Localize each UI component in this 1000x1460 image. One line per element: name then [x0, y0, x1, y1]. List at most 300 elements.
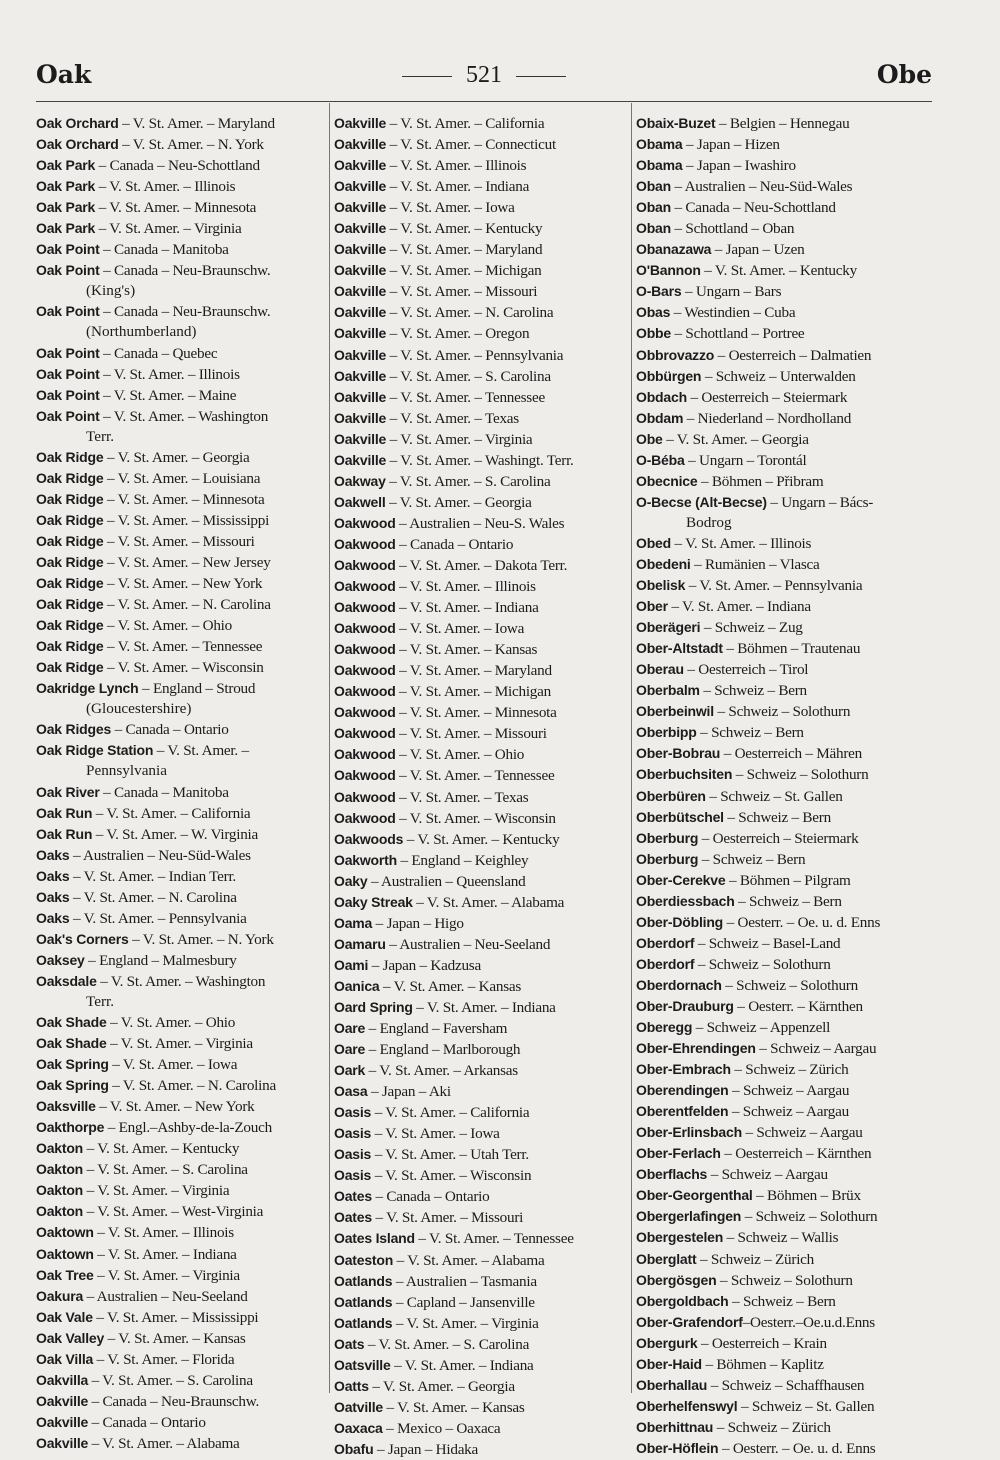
- gazetteer-entry: [36, 719, 326, 740]
- gazetteer-entry: [334, 323, 628, 344]
- place-location: – V. St. Amer. – Texas: [395, 788, 529, 806]
- place-name: Oakville: [334, 178, 387, 195]
- gazetteer-entry: [636, 933, 936, 954]
- place-name: Oasis: [334, 1146, 372, 1163]
- place-location: – Oesterreich – Steiermark: [686, 388, 848, 406]
- gazetteer-entry: [636, 366, 936, 387]
- place-name: Oakville: [334, 388, 387, 405]
- place-location: – Canada – Manitoba: [99, 241, 229, 259]
- place-name: Oak Orchard: [36, 115, 119, 131]
- place-name: Oasis: [334, 1167, 372, 1184]
- place-name: Oaks: [36, 888, 70, 905]
- place-name: Oak Ridge: [36, 490, 104, 507]
- place-location: – V. St. Amer. – N. York: [128, 930, 274, 948]
- place-name: Oakville: [334, 346, 387, 363]
- gazetteer-entry: [36, 510, 326, 531]
- place-name: Obama: [636, 136, 683, 153]
- entry-continuation: Bodrog: [686, 513, 732, 531]
- gazetteer-entry: [636, 638, 936, 659]
- place-location: – V. St. Amer. – Ohio: [103, 617, 232, 635]
- place-location: – V. St. Amer. – Connecticut: [386, 136, 556, 154]
- place-name: Obergurk: [636, 1334, 698, 1351]
- place-name: Oak Run: [36, 804, 93, 821]
- gazetteer-entry: [36, 113, 326, 134]
- place-name: Oak Ridge Station: [36, 742, 154, 759]
- place-name: Oakwood: [334, 788, 396, 805]
- header-last-entry: Obe: [876, 60, 932, 89]
- place-location: – V. St. Amer. – Washington: [96, 972, 266, 990]
- place-name: Oakway: [334, 472, 386, 489]
- gazetteer-entry: [334, 1123, 628, 1144]
- place-location: – Japan – Higo: [372, 914, 464, 932]
- entry-continuation: (Gloucestershire): [86, 700, 192, 718]
- gazetteer-entry: [334, 345, 628, 366]
- place-location: – Belgien – Hennegau: [715, 115, 850, 132]
- place-name: Obed: [636, 534, 671, 551]
- gazetteer-entry: [636, 260, 936, 281]
- place-name: Oberentfelden: [636, 1103, 729, 1120]
- place-name: Oak Ridge: [36, 553, 104, 570]
- place-location: – V. St. Amer. – California: [371, 1104, 530, 1122]
- place-name: Oberendingen: [636, 1082, 729, 1099]
- place-name: Oak Point: [36, 262, 100, 279]
- gazetteer-entry: [636, 1312, 936, 1333]
- gazetteer-entry: [636, 113, 936, 134]
- gazetteer-entry: [334, 1271, 628, 1292]
- place-name: Oark: [334, 1062, 366, 1079]
- place-location: – V. St. Amer. – Wisconsin: [371, 1167, 532, 1185]
- place-name: O-Becse (Alt-Becse): [636, 493, 767, 510]
- place-name: Oakwood: [334, 725, 396, 742]
- place-name: Oberbipp: [636, 724, 697, 741]
- place-name: Oberbuchsiten: [636, 766, 733, 783]
- place-location: – Schweiz – Solothurn: [741, 1208, 878, 1226]
- gazetteer-entry: [636, 1270, 936, 1291]
- place-name: Oakville: [36, 1434, 89, 1451]
- place-location: – Japan – Uzen: [711, 241, 805, 259]
- place-location: – Schweiz – Bern: [734, 892, 842, 910]
- place-name: Oberbüren: [636, 787, 706, 804]
- place-location: – Canada – Neu-Schottland: [95, 157, 260, 175]
- place-name: Oasis: [334, 1125, 372, 1142]
- place-name: Oakwood: [334, 599, 396, 616]
- place-location: – Schottland – Oban: [670, 220, 795, 238]
- place-name: Oami: [334, 956, 369, 973]
- gazetteer-entry: [36, 552, 326, 573]
- gazetteer-entry: [36, 301, 326, 322]
- place-name: Oakwood: [334, 746, 396, 763]
- gazetteer-entry: [636, 596, 936, 617]
- place-name: Ober-Altstadt: [636, 640, 723, 657]
- gazetteer-entry: [636, 239, 936, 260]
- place-name: Oak Ridge: [36, 448, 104, 465]
- place-name: Oaksville: [36, 1098, 96, 1115]
- entry-continuation: Pennsylvania: [86, 762, 167, 780]
- gazetteer-entry: [334, 450, 628, 471]
- place-name: Oaktown: [36, 1245, 94, 1262]
- gazetteer-entry: [636, 701, 936, 722]
- place-location: – V. St. Amer. – Illinois: [670, 534, 812, 552]
- place-name: Oatlands: [334, 1293, 393, 1310]
- place-location: – V. St. Amer. – Dakota Terr.: [395, 556, 568, 574]
- gazetteer-entry: [636, 870, 936, 891]
- gazetteer-entry: [636, 554, 936, 575]
- place-name: Oak Run: [36, 825, 93, 842]
- place-name: Oak Ridge: [36, 575, 104, 592]
- place-name: Oak Park: [36, 199, 96, 216]
- gazetteer-entry: [36, 845, 326, 866]
- place-name: O'Bannon: [636, 262, 701, 279]
- gazetteer-entry: [36, 594, 326, 615]
- place-location: – Oesterreich – Dalmatien: [714, 346, 872, 364]
- gazetteer-entry: [334, 702, 628, 723]
- gazetteer-entry: [636, 492, 936, 513]
- place-location: – V. St. Amer. – Washingt. Terr.: [386, 451, 574, 469]
- place-name: Oakwood: [334, 578, 396, 595]
- place-name: Oberburg: [636, 850, 699, 867]
- place-name: Oaxaca: [334, 1419, 383, 1436]
- gazetteer-entry: [636, 575, 936, 596]
- place-location: – V. St. Amer. – Indiana: [386, 178, 530, 196]
- gazetteer-entry: [334, 1250, 628, 1271]
- place-location: – Capland – Jansenville: [392, 1293, 535, 1311]
- gazetteer-entry: [636, 807, 936, 828]
- place-location: – Canada – Ontario: [371, 1188, 490, 1206]
- gazetteer-entry: [334, 239, 628, 260]
- place-location: – V. St. Amer. – Texas: [386, 409, 519, 427]
- place-name: Oasa: [334, 1083, 368, 1100]
- place-name: Oberdornach: [636, 976, 722, 993]
- place-name: Ober-Ehrendingen: [636, 1040, 756, 1057]
- gazetteer-entry: [36, 950, 326, 971]
- gazetteer-entry: [334, 113, 628, 134]
- place-location: – Schweiz – Solothurn: [694, 955, 831, 973]
- place-location: – V. St. Amer. – N. Carolina: [386, 304, 554, 322]
- place-name: O-Bars: [636, 283, 682, 300]
- gazetteer-entry: [636, 828, 936, 849]
- gazetteer-entry: [36, 1412, 326, 1433]
- gazetteer-entry: [36, 1012, 326, 1033]
- place-name: Oakville: [334, 409, 387, 426]
- place-location: – Australien – Neu-S. Wales: [395, 514, 565, 532]
- place-location: – Schweiz – Wallis: [723, 1229, 839, 1247]
- place-name: Oak Park: [36, 220, 96, 237]
- gazetteer-entry: [334, 1060, 628, 1081]
- place-name: Oak River: [36, 783, 100, 800]
- place-location: – Schweiz – St. Gallen: [737, 1397, 875, 1415]
- gazetteer-entry: [334, 639, 628, 660]
- place-location: – V. St. Amer. – Arkansas: [365, 1062, 518, 1080]
- gazetteer-entry: [36, 1391, 326, 1412]
- gazetteer-entry: [334, 1186, 628, 1207]
- place-location: – V. St. Amer. – Missouri: [103, 532, 255, 550]
- place-name: Ober-Cerekve: [636, 871, 726, 888]
- place-location: – Schweiz – Zürich: [730, 1061, 849, 1079]
- place-location: – V. St. Amer. – New York: [103, 575, 263, 593]
- place-location: – V. St. Amer. – Wisconsin: [395, 809, 556, 827]
- gazetteer-entry: [334, 997, 628, 1018]
- place-location: – V. St. Amer. – Ohio: [395, 746, 525, 764]
- place-name: Oamaru: [334, 935, 386, 952]
- gazetteer-entry: [334, 302, 628, 323]
- place-location: – Schweiz – Zürich: [713, 1418, 831, 1436]
- gazetteer-entry: [636, 1017, 936, 1038]
- gazetteer-entry: [636, 786, 936, 807]
- place-name: Oakville: [334, 220, 387, 237]
- gazetteer-entry: [36, 1033, 326, 1054]
- place-location: – V. St. Amer. – W. Virginia: [92, 825, 258, 843]
- page-header: [36, 58, 932, 92]
- gazetteer-entry: [334, 471, 628, 492]
- gazetteer-entry: [334, 723, 628, 744]
- place-location: – Oesterreich – Krain: [697, 1334, 827, 1352]
- place-name: Oasis: [334, 1104, 372, 1121]
- place-name: Oates: [334, 1188, 372, 1205]
- place-name: Obdam: [636, 409, 684, 426]
- gazetteer-entry: [334, 429, 628, 450]
- place-name: Oakville: [334, 199, 387, 216]
- place-name: Oban: [636, 178, 671, 195]
- gazetteer-entry: [334, 176, 628, 197]
- place-location: – Australien – Neu-Süd-Wales: [69, 846, 251, 864]
- gazetteer-entry: [334, 408, 628, 429]
- place-location: – V. St. Amer. – S. Carolina: [364, 1335, 530, 1353]
- gazetteer-entry: [36, 740, 326, 761]
- gazetteer-entry: [334, 850, 628, 871]
- gazetteer-entry: [636, 996, 936, 1017]
- place-name: Oak Vale: [36, 1308, 93, 1325]
- place-location: – Mexico – Oaxaca: [382, 1419, 501, 1437]
- place-location: – V. St. Amer. – Tennessee: [103, 638, 263, 656]
- place-location: – V. St. Amer. – New York: [95, 1098, 255, 1116]
- place-location: – V. St. Amer. – N. Carolina: [108, 1077, 276, 1095]
- place-location: – England – Malmesbury: [84, 951, 237, 969]
- place-location: – Canada – Ontario: [111, 721, 229, 739]
- place-name: Oakville: [334, 325, 387, 342]
- gazetteer-entry: [334, 197, 628, 218]
- place-location: – V. St. Amer. – Illinois: [395, 578, 536, 596]
- place-location: – V. St. Amer. – Mississippi: [92, 1308, 259, 1326]
- place-location: – V. St. Amer. – N. Carolina: [103, 596, 271, 614]
- place-name: Oak Tree: [36, 1266, 94, 1283]
- place-location: – V. St. Amer. – Kansas: [395, 641, 538, 659]
- gazetteer-entry: [36, 1075, 326, 1096]
- place-name: Obergösgen: [636, 1271, 717, 1288]
- gazetteer-entry: [636, 1122, 936, 1143]
- place-name: Obbe: [636, 325, 671, 342]
- place-location: – V. St. Amer. – Georgia: [103, 448, 250, 466]
- place-location: – Ungarn – Bars: [681, 283, 782, 301]
- gazetteer-entry: [636, 471, 936, 492]
- gazetteer-entry: [636, 912, 936, 933]
- place-name: Ober-Döbling: [636, 913, 724, 930]
- place-name: Obaix-Buzet: [636, 115, 716, 131]
- place-name: Oak Point: [36, 365, 100, 382]
- place-location: – V. St. Amer. – Michigan: [386, 262, 542, 280]
- place-location: – Canada – Manitoba: [99, 783, 229, 801]
- gazetteer-entry: [36, 364, 326, 385]
- gazetteer-entry: [334, 260, 628, 281]
- gazetteer-entry: [636, 1417, 936, 1438]
- gazetteer-entry: [36, 406, 326, 427]
- place-location: – Böhmen – Přibram: [697, 472, 824, 490]
- place-name: Oatts: [334, 1377, 369, 1394]
- gazetteer-entry: [636, 1059, 936, 1080]
- place-name: Oakwood: [334, 556, 396, 573]
- place-name: Oakville: [334, 451, 387, 468]
- gazetteer-entry: [636, 1143, 936, 1164]
- place-location: – V. St. Amer. – S. Carolina: [386, 367, 551, 385]
- place-location: – V. St. Amer. – Minnesota: [95, 199, 257, 217]
- place-location: – Oesterreich – Steiermark: [698, 829, 859, 847]
- place-name: Oaks: [36, 867, 70, 884]
- header-first-entry: Oak: [36, 60, 92, 89]
- place-location: – Schweiz – Solothurn: [721, 976, 858, 994]
- gazetteer-entry: [334, 218, 628, 239]
- gazetteer-entry: [334, 618, 628, 639]
- place-location: – V. St. Amer. – Illinois: [93, 1224, 234, 1242]
- place-location: – V. St. Amer. – S. Carolina: [83, 1161, 248, 1179]
- place-location: – Schweiz – Solothurn: [732, 766, 869, 784]
- place-name: Oak Orchard: [36, 136, 119, 153]
- place-location: – V. St. Amer. – Tennessee: [414, 1230, 574, 1248]
- place-name: Oberdiessbach: [636, 892, 735, 909]
- place-location: – Böhmen – Brüx: [752, 1187, 861, 1205]
- place-location: – Canada – Ontario: [88, 1413, 206, 1431]
- gazetteer-entry: [334, 1165, 628, 1186]
- place-location: – V. St. Amer. – N. Carolina: [69, 888, 237, 906]
- gazetteer-entry: [636, 1101, 936, 1122]
- place-location: – V. St. Amer. – Alabama: [393, 1251, 545, 1269]
- place-name: Oatville: [334, 1398, 383, 1415]
- place-name: Oatlands: [334, 1314, 393, 1331]
- place-location: – V. St. Amer. – Virginia: [95, 220, 242, 238]
- gazetteer-entry: [36, 155, 326, 176]
- gazetteer-entry: [636, 1354, 936, 1375]
- gazetteer-entry: [636, 617, 936, 638]
- place-location: – V. St. Amer. – Indiana: [667, 598, 811, 616]
- place-name: Oberbeinwil: [636, 703, 714, 720]
- place-location: – V. St. Amer. – Georgia: [385, 493, 532, 511]
- place-location: – Schweiz – Schaffhausen: [707, 1376, 865, 1394]
- place-location: – V. St. Amer. – Illinois: [99, 365, 240, 383]
- place-location: – V. St. Amer. – Minnesota: [103, 490, 265, 508]
- place-name: Oberbalm: [636, 682, 700, 699]
- gazetteer-entry: [36, 343, 326, 364]
- gazetteer-entry: [636, 954, 936, 975]
- place-location: – V. St. Amer. – Tennessee: [395, 767, 555, 785]
- gazetteer-entry: [334, 1439, 628, 1460]
- place-location: – V. St. Amer. – Kansas: [382, 1398, 525, 1416]
- gazetteer-entry: [636, 1396, 936, 1417]
- place-name: Oats: [334, 1335, 365, 1352]
- gazetteer-entry: [36, 678, 326, 699]
- place-location: – Schweiz – Aargau: [741, 1124, 863, 1142]
- place-location: – Oesterr. – Oe. u. d. Enns: [718, 1439, 876, 1457]
- gazetteer-entry: [636, 218, 936, 239]
- place-location: – Australien – Neu-Süd-Wales: [670, 178, 853, 196]
- gazetteer-entry: [36, 1265, 326, 1286]
- place-location: – Schweiz – Bern: [728, 1292, 836, 1310]
- gazetteer-entry: [36, 657, 326, 678]
- place-name: Oakwood: [334, 514, 396, 531]
- gazetteer-entry: [636, 345, 936, 366]
- place-location: – V. St. Amer. – West-Virginia: [83, 1203, 264, 1221]
- place-name: Obbürgen: [636, 367, 702, 384]
- place-name: Oakville: [334, 262, 387, 279]
- place-location: – V. St. Amer. – Missouri: [386, 283, 538, 301]
- place-name: Oberburg: [636, 829, 699, 846]
- place-name: Oberflachs: [636, 1166, 708, 1183]
- place-name: Ober-Drauburg: [636, 997, 734, 1014]
- place-location: – Japan – Iwashiro: [682, 157, 796, 175]
- place-location: – Böhmen – Kaplitz: [701, 1355, 824, 1373]
- gazetteer-entry: [636, 429, 936, 450]
- place-name: Oak Valley: [36, 1329, 105, 1346]
- column-divider: [329, 103, 330, 1393]
- gazetteer-entry: [334, 1355, 628, 1376]
- gazetteer-entry: [36, 1117, 326, 1138]
- place-location: – Ungarn – Torontál: [684, 451, 807, 469]
- place-name: Ober-Grafendorf: [636, 1313, 743, 1330]
- place-name: Ober: [636, 598, 668, 615]
- place-name: Oban: [636, 199, 671, 216]
- gazetteer-entry: [36, 803, 326, 824]
- gazetteer-entry: [636, 1438, 936, 1459]
- dash-right: [516, 76, 566, 77]
- gazetteer-entry: [334, 1207, 628, 1228]
- place-location: – V. St. Amer. – Illinois: [95, 178, 236, 196]
- place-name: Oakwood: [334, 809, 396, 826]
- place-name: Oatlands: [334, 1272, 393, 1289]
- place-name: Obergestelen: [636, 1229, 724, 1246]
- place-location: – V. St. Amer. – Washington: [99, 407, 269, 425]
- place-name: Oberhelfenswyl: [636, 1397, 738, 1414]
- place-location: – Schweiz – St. Gallen: [705, 787, 843, 805]
- gazetteer-entry: [334, 871, 628, 892]
- place-name: Obanazawa: [636, 241, 712, 258]
- place-location: – V. St. Amer. – Pennsylvania: [69, 909, 247, 927]
- gazetteer-entry: [334, 281, 628, 302]
- place-location: – Ungarn – Bács-: [766, 493, 874, 511]
- place-location: – Schweiz – Unterwalden: [701, 367, 856, 385]
- place-location: – V. St. Amer. – Michigan: [395, 683, 551, 701]
- gazetteer-entry: [36, 385, 326, 406]
- column-2: [334, 113, 628, 1460]
- place-name: Oberdorf: [636, 955, 695, 972]
- place-name: Oakwell: [334, 493, 386, 510]
- gazetteer-entry: [334, 1018, 628, 1039]
- gazetteer-entry: [36, 468, 326, 489]
- place-location: – V. St. Amer. – Tennessee: [386, 388, 545, 406]
- place-location: – England – Stroud: [138, 680, 256, 698]
- place-name: Obas: [636, 304, 671, 321]
- gazetteer-entry: [636, 1227, 936, 1248]
- place-name: Oakwood: [334, 767, 396, 784]
- gazetteer-entry: [334, 387, 628, 408]
- place-name: Oak Ridge: [36, 659, 104, 676]
- place-name: Oakwood: [334, 535, 396, 552]
- gazetteer-entry: [36, 239, 326, 260]
- place-name: Oakville: [334, 241, 387, 258]
- gazetteer-entry: [334, 1418, 628, 1439]
- place-name: Oama: [334, 914, 373, 931]
- place-location: – Westindien – Cuba: [670, 304, 796, 322]
- place-location: – V. St. Amer. – Oregon: [386, 325, 530, 343]
- gazetteer-entry: [36, 971, 326, 992]
- gazetteer-entry: [36, 1370, 326, 1391]
- gazetteer-entry: [636, 1164, 936, 1185]
